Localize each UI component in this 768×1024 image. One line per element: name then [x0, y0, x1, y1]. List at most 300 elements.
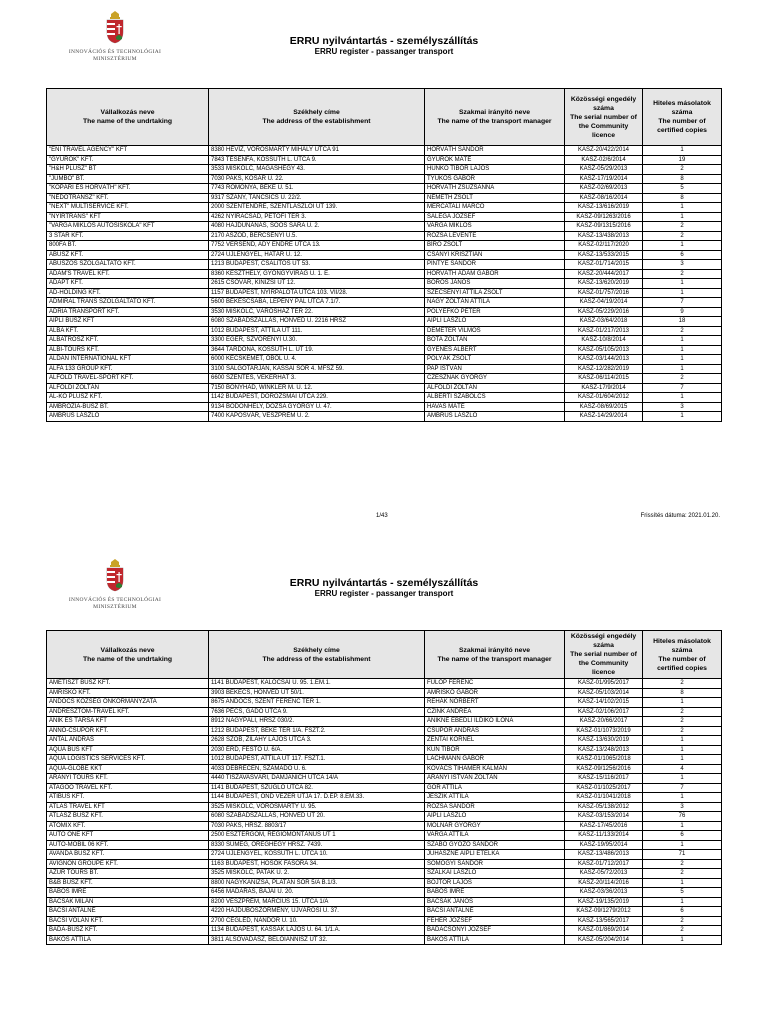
transport-manager-cell: DEMETER VILMOS	[425, 326, 565, 336]
transport-manager-cell: MERCATALI MARCO	[425, 203, 565, 213]
licence-number-cell: KASZ-13/248/2013	[565, 745, 643, 755]
licence-number-cell: KASZ-17/9/2014	[565, 383, 643, 393]
table-row	[47, 840, 722, 850]
undertaking-name-cell: "JUMBO" BT.	[47, 174, 209, 184]
certified-copies-cell: 2	[643, 726, 722, 736]
register-table-page-1	[46, 88, 722, 422]
transport-manager-cell: AMBRUS LÁSZLÓ	[425, 412, 565, 422]
undertaking-name-cell: ALFA 133 GROUP KFT.	[47, 364, 209, 374]
ministry-name-line-1: INNOVÁCIÓS ÉS TECHNOLÓGIAI	[68, 597, 162, 603]
table-row	[47, 402, 722, 412]
certified-copies-cell: 2	[643, 374, 722, 384]
table-row	[47, 698, 722, 708]
undertaking-name-cell: ADMIRAL TRANS SZOLGÁLTATÓ KFT.	[47, 298, 209, 308]
licence-number-cell: KASZ-03/153/2014	[565, 812, 643, 822]
address-cell: 2500 ESZTERGOM, REGIOMONTÁNUS ÚT 1	[209, 831, 425, 841]
address-cell: 3644 TARDONA, KOSSUTH L. ÚT 19.	[209, 345, 425, 355]
certified-copies-cell: 1	[643, 212, 722, 222]
undertaking-name-cell: BÁCSI ANTALNÉ	[47, 907, 209, 917]
undertaking-name-cell: ALFÖLD TRAVEL-SPORT KFT.	[47, 374, 209, 384]
address-cell: 1141 BUDAPEST, SZUGLÓ UTCA 82.	[209, 783, 425, 793]
certified-copies-cell: 1	[643, 736, 722, 746]
undertaking-name-cell: AIPLI BUSZ KFT	[47, 317, 209, 327]
undertaking-name-cell: ANTAL ANDRÁS	[47, 736, 209, 746]
licence-number-cell: KASZ-13/630/2019	[565, 736, 643, 746]
licence-number-cell: KASZ-20/444/2017	[565, 269, 643, 279]
table-row	[47, 174, 722, 184]
transport-manager-cell: POLYÁK ZSOLT	[425, 355, 565, 365]
licence-number-cell: KASZ-19/135/2019	[565, 897, 643, 907]
transport-manager-cell: HORVÁTH SÁNDOR	[425, 146, 565, 156]
certified-copies-cell: 1	[643, 935, 722, 945]
column-header-undertaking: Vállalkozás neve The name of the undrtaking	[47, 89, 209, 146]
undertaking-name-cell: ATAGOO TRAVEL KFT.	[47, 783, 209, 793]
address-cell: 2724 ÚJLENGYEL, KOSSUTH L. UTCA 10.	[209, 850, 425, 860]
undertaking-name-cell: 800FA BT.	[47, 241, 209, 251]
transport-manager-cell: BÁCSI ANTALNÉ	[425, 907, 565, 917]
licence-number-cell: KASZ-01/1041/2018	[565, 793, 643, 803]
licence-number-cell: KASZ-09/1256/2016	[565, 764, 643, 774]
licence-number-cell: KASZ-17/19/2014	[565, 174, 643, 184]
licence-number-cell: KASZ-05/138/2012	[565, 802, 643, 812]
table-row	[47, 926, 722, 936]
licence-number-cell: KASZ-01/1025/2017	[565, 783, 643, 793]
licence-number-cell: KASZ-05/72/2013	[565, 869, 643, 879]
certified-copies-cell: 2	[643, 269, 722, 279]
transport-manager-cell: BOROS JÁNOS	[425, 279, 565, 289]
certified-copies-cell: 1	[643, 897, 722, 907]
undertaking-name-cell: ANDOCS KÖZSÉG ÖNKORMÁNYZATA	[47, 698, 209, 708]
address-cell: 8800 NAGYKANIZSA, PLATÁN SOR 5/A B.1/3.	[209, 878, 425, 888]
address-cell: 7843 TÉSENFA, KOSSUTH L. UTCA 9.	[209, 155, 425, 165]
certified-copies-cell: 8	[643, 688, 722, 698]
undertaking-name-cell: BABOS IMRE	[47, 888, 209, 898]
transport-manager-cell: ARANYI ISTVÁN ZOLTÁN	[425, 774, 565, 784]
table-row	[47, 279, 722, 289]
licence-number-cell: KASZ-08/16/2014	[565, 193, 643, 203]
column-header-address: Székhely címe The address of the establishment	[209, 631, 425, 679]
transport-manager-cell: RÓZSA SÁNDOR	[425, 802, 565, 812]
address-cell: 8912 NAGYPÁLI, HRSZ 030/2.	[209, 717, 425, 727]
table-row	[47, 383, 722, 393]
undertaking-name-cell: ALBA KFT.	[47, 326, 209, 336]
table-row	[47, 212, 722, 222]
certified-copies-cell: 1	[643, 203, 722, 213]
licence-number-cell: KASZ-20/114/2016	[565, 878, 643, 888]
transport-manager-cell: CZINK ANDREA	[425, 707, 565, 717]
transport-manager-cell: BADACSONYI JÓZSEF	[425, 926, 565, 936]
certified-copies-cell: 7	[643, 383, 722, 393]
table-row	[47, 783, 722, 793]
licence-number-cell: KASZ-03/144/2013	[565, 355, 643, 365]
undertaking-name-cell: AQUA-GLOBE KKT	[47, 764, 209, 774]
licence-number-cell: KASZ-13/616/2019	[565, 203, 643, 213]
licence-number-cell: KASZ-02/6/2014	[565, 155, 643, 165]
table-row	[47, 688, 722, 698]
certified-copies-cell: 2	[643, 165, 722, 175]
undertaking-name-cell: ABUSZ KFT.	[47, 250, 209, 260]
address-cell: 8675 ANDOCS, SZENT FERENC TÉR 1.	[209, 698, 425, 708]
licence-number-cell: KASZ-01/712/2017	[565, 859, 643, 869]
address-cell: 3811 ALSÓVADÁSZ, BELOIANNISZ ÚT 32.	[209, 935, 425, 945]
table-row	[47, 736, 722, 746]
address-cell: 6600 SZENTES, VEKERHÁT 3.	[209, 374, 425, 384]
certified-copies-cell: 2	[643, 679, 722, 689]
transport-manager-cell: CZESZNAK GYÖRGY	[425, 374, 565, 384]
licence-number-cell: KASZ-05/105/2013	[565, 345, 643, 355]
address-cell: 1141 BUDAPEST, KALOCSAI U. 95. 1.EM.1.	[209, 679, 425, 689]
transport-manager-cell: REHÁK NORBERT	[425, 698, 565, 708]
column-header-licence-number: Közösségi engedély száma The serial number of the Community licence	[565, 631, 643, 679]
transport-manager-cell: AIPLI LÁSZLÓ	[425, 812, 565, 822]
certified-copies-cell: 1	[643, 355, 722, 365]
table-row	[47, 355, 722, 365]
undertaking-name-cell: BAKOS ATTILA	[47, 935, 209, 945]
certified-copies-cell: 1	[643, 345, 722, 355]
transport-manager-cell: SALEGA JÓZSEF	[425, 212, 565, 222]
ministry-name-line-1: INNOVÁCIÓS ÉS TECHNOLÓGIAI	[68, 49, 162, 55]
undertaking-name-cell: "ENI TRAVEL AGENCY" KFT	[47, 146, 209, 156]
address-cell: 1012 BUDAPEST, ATTILA ÚT 111.	[209, 326, 425, 336]
transport-manager-cell: BOTA ZOLTÁN	[425, 336, 565, 346]
transport-manager-cell: JESZIK ATTILA	[425, 793, 565, 803]
undertaking-name-cell: "NYÍRTRANS" KFT	[47, 212, 209, 222]
licence-number-cell: KASZ-13/620/2019	[565, 279, 643, 289]
licence-number-cell: KASZ-17/45/2016	[565, 821, 643, 831]
transport-manager-cell: ÁNIKNÉ EBEDLI ILDIKÓ ILONA	[425, 717, 565, 727]
licence-number-cell: KASZ-14/102/2015	[565, 698, 643, 708]
licence-number-cell: KASZ-09/1263/2016	[565, 212, 643, 222]
table-row	[47, 869, 722, 879]
column-header-certified-copies: Hiteles másolatok száma The number of certified copies	[643, 631, 722, 679]
transport-manager-cell: MOLNÁR GYÖRGY	[425, 821, 565, 831]
address-cell: 1163 BUDAPEST, HŐSÖK FASORA 34.	[209, 859, 425, 869]
table-row	[47, 374, 722, 384]
table-row	[47, 298, 722, 308]
table-row	[47, 745, 722, 755]
licence-number-cell: KASZ-02/69/2013	[565, 184, 643, 194]
page-title	[0, 35, 768, 57]
certified-copies-cell: 1	[643, 774, 722, 784]
page-title	[0, 577, 768, 599]
licence-number-cell: KASZ-09/1315/2016	[565, 222, 643, 232]
certified-copies-cell: 1	[643, 793, 722, 803]
licence-number-cell: KASZ-19/95/2014	[565, 840, 643, 850]
undertaking-name-cell: ANNO-CSUPOR KFT.	[47, 726, 209, 736]
undertaking-name-cell: ADAPT KFT.	[47, 279, 209, 289]
licence-number-cell: KASZ-02/117/2020	[565, 241, 643, 251]
address-cell: 6080 SZABADSZÁLLÁS, HONVÉD ÚT 20.	[209, 812, 425, 822]
address-cell: 3300 EGER, SZVORÉNYI U.30.	[209, 336, 425, 346]
table-row	[47, 231, 722, 241]
transport-manager-cell: PINTYE SÁNDOR	[425, 260, 565, 270]
table-row	[47, 307, 722, 317]
certified-copies-cell: 1	[643, 840, 722, 850]
transport-manager-cell: NAGY ZOLTÁN ATTILA	[425, 298, 565, 308]
table-row	[47, 222, 722, 232]
transport-manager-cell: CSÁNYI KRISZTIÁN	[425, 250, 565, 260]
table-row	[47, 717, 722, 727]
column-header-transport-manager: Szakmai irányító neve The name of the transport manager	[425, 631, 565, 679]
licence-number-cell: KASZ-14/29/2014	[565, 412, 643, 422]
certified-copies-cell: 2	[643, 222, 722, 232]
table-row	[47, 850, 722, 860]
licence-number-cell: KASZ-03/36/2013	[565, 888, 643, 898]
table-row	[47, 317, 722, 327]
licence-number-cell: KASZ-05/29/2013	[565, 165, 643, 175]
transport-manager-cell: ALFÖLDI ZOLTÁN	[425, 383, 565, 393]
certified-copies-cell: 2	[643, 859, 722, 869]
column-header-transport-manager: Szakmai irányító neve The name of the transport manager	[425, 89, 565, 146]
transport-manager-cell: CSUPOR ANDRÁS	[425, 726, 565, 736]
table-row	[47, 345, 722, 355]
transport-manager-cell: SZÁLKAI LÁSZLÓ	[425, 869, 565, 879]
certified-copies-cell: 2	[643, 231, 722, 241]
table-row	[47, 250, 722, 260]
table-body-page-1	[47, 146, 722, 422]
undertaking-name-cell: BÁCSI VOLÁN KFT.	[47, 916, 209, 926]
transport-manager-cell: FÜLÖP FERENC	[425, 679, 565, 689]
undertaking-name-cell: ATLAS TRAVEL KFT	[47, 802, 209, 812]
undertaking-name-cell: ANDRESZTOM-TRAVEL KFT.	[47, 707, 209, 717]
undertaking-name-cell: BACSÁK MILÁN	[47, 897, 209, 907]
table-row	[47, 260, 722, 270]
undertaking-name-cell: BADA-BUSZ KFT.	[47, 926, 209, 936]
ministry-name-line-2: MINISZTÉRIUM	[93, 56, 137, 62]
title-hungarian: ERRU nyilvántartás - személyszállítás	[289, 35, 479, 47]
certified-copies-cell: 2	[643, 916, 722, 926]
transport-manager-cell: SZABÓ GYŐZŐ SÁNDOR	[425, 840, 565, 850]
document-page-2	[0, 548, 768, 1024]
address-cell: 1134 BUDAPEST, KASSÁK LAJOS U. 64. 1/1.A.	[209, 926, 425, 936]
certified-copies-cell: 6	[643, 907, 722, 917]
table-row	[47, 831, 722, 841]
table-row	[47, 793, 722, 803]
undertaking-name-cell: AD-HOLDING KFT.	[47, 288, 209, 298]
licence-number-cell: KASZ-13/438/2013	[565, 231, 643, 241]
licence-number-cell: KASZ-01/604/2012	[565, 393, 643, 403]
certified-copies-cell: 6	[643, 831, 722, 841]
table-row	[47, 288, 722, 298]
certified-copies-cell: 1	[643, 146, 722, 156]
undertaking-name-cell: B&B BUSZ KFT.	[47, 878, 209, 888]
address-cell: 7150 BONYHÁD, WINKLER M. U. 12.	[209, 383, 425, 393]
licence-number-cell: KASZ-01/217/2013	[565, 326, 643, 336]
table-row	[47, 907, 722, 917]
transport-manager-cell: RÓZSA LEVENTE	[425, 231, 565, 241]
certified-copies-cell: 2	[643, 869, 722, 879]
licence-number-cell: KASZ-08/69/2015	[565, 402, 643, 412]
address-cell: 2000 SZENTENDRE, SZENTLÁSZLÓI ÚT 139.	[209, 203, 425, 213]
certified-copies-cell: 2	[643, 717, 722, 727]
address-cell: 3525 MISKOLC, VÖRÖSMARTY U. 95.	[209, 802, 425, 812]
certified-copies-cell: 2	[643, 926, 722, 936]
undertaking-name-cell: AUTÓ-MOBIL 06 KFT.	[47, 840, 209, 850]
undertaking-name-cell: ADAM'S TRAVEL KFT.	[47, 269, 209, 279]
licence-number-cell: KASZ-01/869/2014	[565, 926, 643, 936]
table-row	[47, 802, 722, 812]
undertaking-name-cell: "NEXT" MULTISERVICE KFT.	[47, 203, 209, 213]
address-cell: 9134 BODONHELY, DÓZSA GYÖRGY U. 47.	[209, 402, 425, 412]
address-cell: 4080 HAJDÚNÁNÁS, SOÓS SÁRA U. 2.	[209, 222, 425, 232]
undertaking-name-cell: AQUA LOGISTICS SERVICES KFT.	[47, 755, 209, 765]
ministry-name-line-2: MINISZTÉRIUM	[93, 604, 137, 610]
undertaking-name-cell: ÁNIK ÉS TÁRSA KFT	[47, 717, 209, 727]
certified-copies-cell: 1	[643, 878, 722, 888]
licence-number-cell: KASZ-05/204/2014	[565, 935, 643, 945]
table-row	[47, 364, 722, 374]
address-cell: 1144 BUDAPEST, OND VEZER ÚTJA 17. D.ÉP. 8.EM.33.	[209, 793, 425, 803]
table-row	[47, 412, 722, 422]
address-cell: 7743 ROMONYA, BÉKE U. 51.	[209, 184, 425, 194]
table-row	[47, 146, 722, 156]
table-row	[47, 888, 722, 898]
transport-manager-cell: KOVÁCS TIHAMÉR KÁLMÁN	[425, 764, 565, 774]
title-english: ERRU register - passanger transport	[314, 589, 454, 598]
address-cell: 2615 CSÖVÁR, KINIZSI ÚT 12.	[209, 279, 425, 289]
table-row	[47, 269, 722, 279]
transport-manager-cell: VARGA ATTILA	[425, 831, 565, 841]
address-cell: 3525 MISKOLC, PATAK U. 2.	[209, 869, 425, 879]
certified-copies-cell: 1	[643, 755, 722, 765]
table-row	[47, 821, 722, 831]
certified-copies-cell: 1	[643, 698, 722, 708]
licence-number-cell: KASZ-20/422/2014	[565, 146, 643, 156]
undertaking-name-cell: ALBATROSZ KFT.	[47, 336, 209, 346]
licence-number-cell: KASZ-13/565/2017	[565, 916, 643, 926]
address-cell: 4033 DEBRECEN, SZÁMADÓ U. 6.	[209, 764, 425, 774]
address-cell: 8360 KESZTHELY, GYÖNGYVIRÁG U. 1. E.	[209, 269, 425, 279]
undertaking-name-cell: AUTO ONE KFT	[47, 831, 209, 841]
address-cell: 3533 MISKOLC, MAGASHEGY 43.	[209, 165, 425, 175]
address-cell: 8200 VESZPRÉM, MÁRCIUS 15. UTCA 1/A	[209, 897, 425, 907]
undertaking-name-cell: ALFÖLDI ZOLTÁN	[47, 383, 209, 393]
table-row	[47, 812, 722, 822]
certified-copies-cell: 9	[643, 307, 722, 317]
transport-manager-cell: NÉMETH ZSOLT	[425, 193, 565, 203]
certified-copies-cell: 19	[643, 155, 722, 165]
licence-number-cell: KASZ-01/1073/2019	[565, 726, 643, 736]
undertaking-name-cell: AL-KO PLUSZ KFT.	[47, 393, 209, 403]
table-header-row	[47, 631, 722, 679]
undertaking-name-cell: AMETISZT BUSZ KFT.	[47, 679, 209, 689]
certified-copies-cell: 7	[643, 783, 722, 793]
address-cell: 7636 PÉCS, GADÓ UTCA 9.	[209, 707, 425, 717]
transport-manager-cell: GYUROK MÁTÉ	[425, 155, 565, 165]
table-row	[47, 193, 722, 203]
certified-copies-cell: 1	[643, 745, 722, 755]
transport-manager-cell: KUN TIBOR	[425, 745, 565, 755]
address-cell: 1012 BUDAPEST, ATTILA ÚT 117. FSZT.1.	[209, 755, 425, 765]
transport-manager-cell: LACHMANN GÁBOR	[425, 755, 565, 765]
certified-copies-cell: 71	[643, 850, 722, 860]
certified-copies-cell: 8	[643, 174, 722, 184]
licence-number-cell: KASZ-03/64/2018	[565, 317, 643, 327]
column-header-address: Székhely címe The address of the establishment	[209, 89, 425, 146]
address-cell: 1212 BUDAPEST, BÉKE TÉR 1/A. FSZT.2.	[209, 726, 425, 736]
undertaking-name-cell: "H&H PLUSZ" BT	[47, 165, 209, 175]
address-cell: 7752 VERSEND, ADY ENDRE UTCA 13.	[209, 241, 425, 251]
licence-number-cell: KASZ-11/133/2014	[565, 831, 643, 841]
certified-copies-cell: 7	[643, 298, 722, 308]
table-row	[47, 878, 722, 888]
licence-number-cell: KASZ-10/8/2014	[565, 336, 643, 346]
table-row	[47, 764, 722, 774]
transport-manager-cell: BACSÁK JÁNOS	[425, 897, 565, 907]
undertaking-name-cell: "GYUROK" KFT.	[47, 155, 209, 165]
licence-number-cell: KASZ-02/106/2017	[565, 707, 643, 717]
certified-copies-cell: 3	[643, 402, 722, 412]
transport-manager-cell: BOJTOR LAJOS	[425, 878, 565, 888]
transport-manager-cell: BAKOS ATTILA	[425, 935, 565, 945]
address-cell: 7400 KAPOSVÁR, VESZPRÉM U. 2.	[209, 412, 425, 422]
certified-copies-cell: 1	[643, 288, 722, 298]
undertaking-name-cell: "NÉDOTRANSZ" KFT.	[47, 193, 209, 203]
transport-manager-cell: JUHÁSZNÉ AIPLI ETELKA	[425, 850, 565, 860]
transport-manager-cell: GÓR ATTILA	[425, 783, 565, 793]
table-row	[47, 184, 722, 194]
address-cell: 2700 CEGLÉD, NÁNDOR U. 10.	[209, 916, 425, 926]
licence-number-cell: KASZ-09/1279/2012	[565, 907, 643, 917]
transport-manager-cell: AIPLI LÁSZLÓ	[425, 317, 565, 327]
transport-manager-cell: BÍRÓ ZSOLT	[425, 241, 565, 251]
table-row	[47, 707, 722, 717]
undertaking-name-cell: AQUA BUS KFT	[47, 745, 209, 755]
transport-manager-cell: GYENES ALBERT	[425, 345, 565, 355]
table-row	[47, 726, 722, 736]
table-header-row	[47, 89, 722, 146]
certified-copies-cell: 1	[643, 364, 722, 374]
undertaking-name-cell: ATLASZ BUSZ KFT.	[47, 812, 209, 822]
undertaking-name-cell: AMBRUS LÁSZLÓ	[47, 412, 209, 422]
undertaking-name-cell: "VARGA MIKLÓS AUTÓSISKOLA" KFT	[47, 222, 209, 232]
licence-number-cell: KASZ-12/282/2019	[565, 364, 643, 374]
column-header-licence-number: Közösségi engedély száma The serial number of the Community licence	[565, 89, 643, 146]
column-header-certified-copies: Hiteles másolatok száma The number of certified copies	[643, 89, 722, 146]
certified-copies-cell: 8	[643, 193, 722, 203]
undertaking-name-cell: ABUSZOS SZOLGÁLTATÓ KFT.	[47, 260, 209, 270]
address-cell: 2628 SZOB, ZILAHY LAJOS UTCA 3.	[209, 736, 425, 746]
transport-manager-cell: VARGA MIKLÓS	[425, 222, 565, 232]
certified-copies-cell: 5	[643, 888, 722, 898]
licence-number-cell: KASZ-13/486/2013	[565, 850, 643, 860]
table-body-page-2	[47, 679, 722, 945]
address-cell: 1142 BUDAPEST, DOROZSMAI UTCA 229.	[209, 393, 425, 403]
address-cell: 8380 HÉVÍZ, VÖRÖSMARTY MIHÁLY UTCA 91	[209, 146, 425, 156]
certified-copies-cell: 18	[643, 317, 722, 327]
address-cell: 9317 SZANY, TÁNCSICS U. 22/2.	[209, 193, 425, 203]
address-cell: 1157 BUDAPEST, NYÍRPALOTA UTCA 103. VII/28.	[209, 288, 425, 298]
title-english: ERRU register - passanger transport	[314, 47, 454, 56]
certified-copies-cell: 2	[643, 326, 722, 336]
table-row	[47, 165, 722, 175]
undertaking-name-cell: ARANYI TOURS KFT.	[47, 774, 209, 784]
address-cell: 6456 MADARAS, BAJAI U. 20.	[209, 888, 425, 898]
address-cell: 2724 ÚJLENGYEL, HATÁR U. 12.	[209, 250, 425, 260]
licence-number-cell: KASZ-05/229/2016	[565, 307, 643, 317]
address-cell: 4220 HAJDÚBÖSZÖRMÉNY, ÚJVÁROSI U. 37.	[209, 907, 425, 917]
address-cell: 3903 BEKECS, HONVÉD ÚT 50/1.	[209, 688, 425, 698]
undertaking-name-cell: ALBI-TOURS KFT.	[47, 345, 209, 355]
address-cell: 4440 TISZAVASVÁRI, DAMJANICH UTCA 14/A	[209, 774, 425, 784]
address-cell: 6080 SZABADSZÁLLÁS, HONVÉD U. 2216 HRSZ	[209, 317, 425, 327]
licence-number-cell: KASZ-05/103/2014	[565, 688, 643, 698]
transport-manager-cell: SOMOGYI SÁNDOR	[425, 859, 565, 869]
table-row	[47, 935, 722, 945]
transport-manager-cell: ZENTAI KORNÉL	[425, 736, 565, 746]
certified-copies-cell: 3	[643, 802, 722, 812]
address-cell: 1213 BUDAPEST, CSALITOS ÚT 53.	[209, 260, 425, 270]
